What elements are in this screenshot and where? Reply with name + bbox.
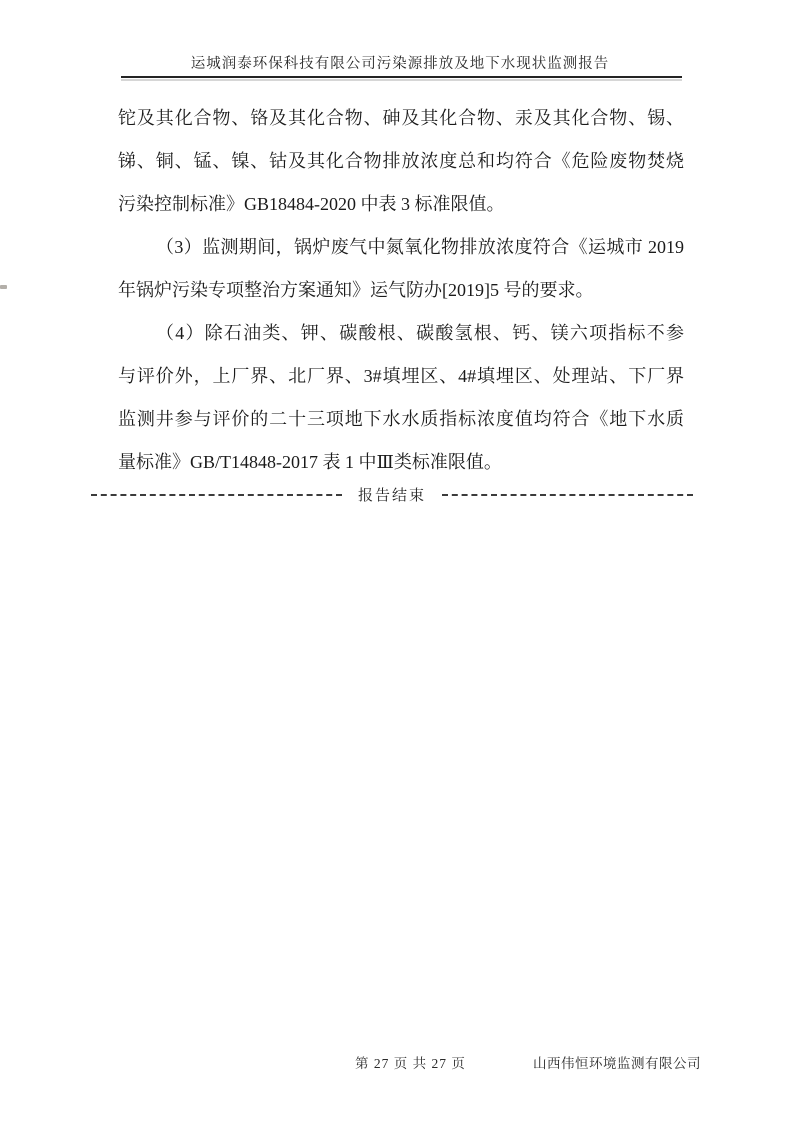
body-text-line: （3）监测期间，锅炉废气中氮氧化物排放浓度符合《运城市 2019	[156, 237, 684, 257]
dashed-line-left	[91, 494, 342, 496]
body-text-line: 与评价外，上厂界、北厂界、3#填埋区、4#填埋区、处理站、下厂界	[118, 366, 684, 386]
body-text-line: （4）除石油类、钾、碳酸根、碳酸氢根、钙、镁六项指标不参	[156, 323, 684, 343]
body-text-line: 年锅炉污染专项整治方案通知》运气防办[2019]5 号的要求。	[118, 280, 594, 300]
body-text-line: 污染控制标准》GB18484-2020 中表 3 标准限值。	[118, 194, 505, 214]
header-divider-line	[121, 76, 682, 78]
footer-company-name: 山西伟恒环境监测有限公司	[533, 1056, 701, 1071]
scan-artifact-mark	[0, 285, 7, 289]
body-text-line: 锑、铜、锰、镍、钴及其化合物排放浓度总和均符合《危险废物焚烧	[118, 151, 684, 171]
page-header-title: 运城润泰环保科技有限公司污染源排放及地下水现状监测报告	[190, 56, 610, 72]
report-body	[118, 97, 684, 484]
dashed-line-right	[442, 494, 693, 496]
footer-page-number: 第 27 页 共 27 页	[355, 1056, 466, 1071]
body-text-line: 量标准》GB/T14848-2017 表 1 中Ⅲ类标准限值。	[118, 452, 502, 472]
page-footer	[0, 1052, 800, 1072]
body-text-line: 铊及其化合物、铬及其化合物、砷及其化合物、汞及其化合物、锡、	[118, 108, 684, 128]
report-end-separator	[91, 481, 693, 507]
body-text-line: 监测井参与评价的二十三项地下水水质指标浓度值均符合《地下水质	[118, 409, 684, 429]
report-end-label: 报告结束	[358, 487, 427, 504]
